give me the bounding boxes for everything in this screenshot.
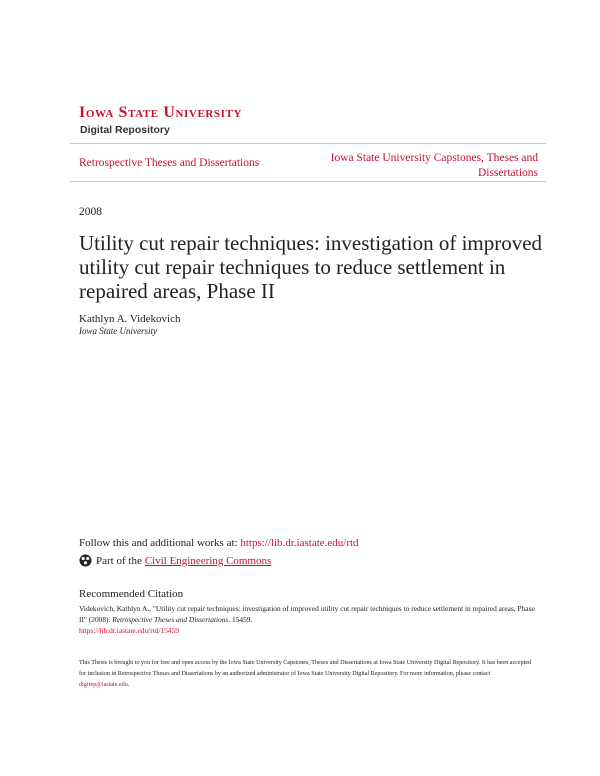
publication-year: 2008: [79, 206, 102, 218]
follow-prefix: Follow this and additional works at:: [79, 537, 241, 549]
citation-text: [79, 603, 539, 636]
network-icon: [79, 554, 92, 567]
citation-url-link[interactable]: https://lib.dr.iastate.edu/rtd/15459: [79, 626, 179, 635]
header-rule-bottom: [70, 181, 546, 182]
series-link-capstones[interactable]: Iowa State University Capstones, Theses and Dissertations: [330, 152, 538, 179]
access-notice-text: This Thesis is brought to you for free and open access by the Iowa State University Capstones, Theses and Dissertations at Iowa State University Digital Repository. It has been accepted for inclusion in Retrospective Theses and Dissertations by an authorized administrator of Iowa State University Digital Repository. For more information, please contact: [79, 660, 532, 677]
follow-url-link[interactable]: https://lib.dr.iastate.edu/rtd: [240, 537, 359, 549]
civil-engineering-commons-link[interactable]: Civil Engineering Commons: [144, 554, 272, 567]
document-title: Utility cut repair techniques: investigation of improved utility cut repair techniques to reduce settlement in repaired areas, Phase II: [79, 231, 543, 303]
series-link-retrospective[interactable]: Retrospective Theses and Dissertations: [79, 157, 260, 169]
citation-text-part2: . 15459.: [228, 615, 253, 624]
part-of-line: [79, 554, 271, 567]
access-notice-end: .: [127, 682, 130, 688]
repository-name: Digital Repository: [80, 124, 170, 136]
citation-text-part1: Videkovich, Kathlyn A., "Utility cut repair techniques: investigation of improved utility cut repair techniques to reduce settlement in repaired areas, Phase II" (2008).: [79, 604, 535, 624]
contact-email-link[interactable]: digirep@iastate.edu: [79, 682, 128, 688]
follow-line: [79, 537, 359, 549]
header-rule-top: [70, 143, 546, 144]
author-affiliation: Iowa State University: [79, 326, 157, 336]
university-logo: Iowa State University: [79, 104, 243, 121]
author-name: Kathlyn A. Videkovich: [79, 313, 181, 325]
part-of-prefix: Part of the: [96, 554, 142, 567]
recommended-citation-heading: Recommended Citation: [79, 588, 184, 600]
access-notice: [79, 658, 539, 691]
citation-journal: Retrospective Theses and Dissertations: [112, 615, 229, 624]
